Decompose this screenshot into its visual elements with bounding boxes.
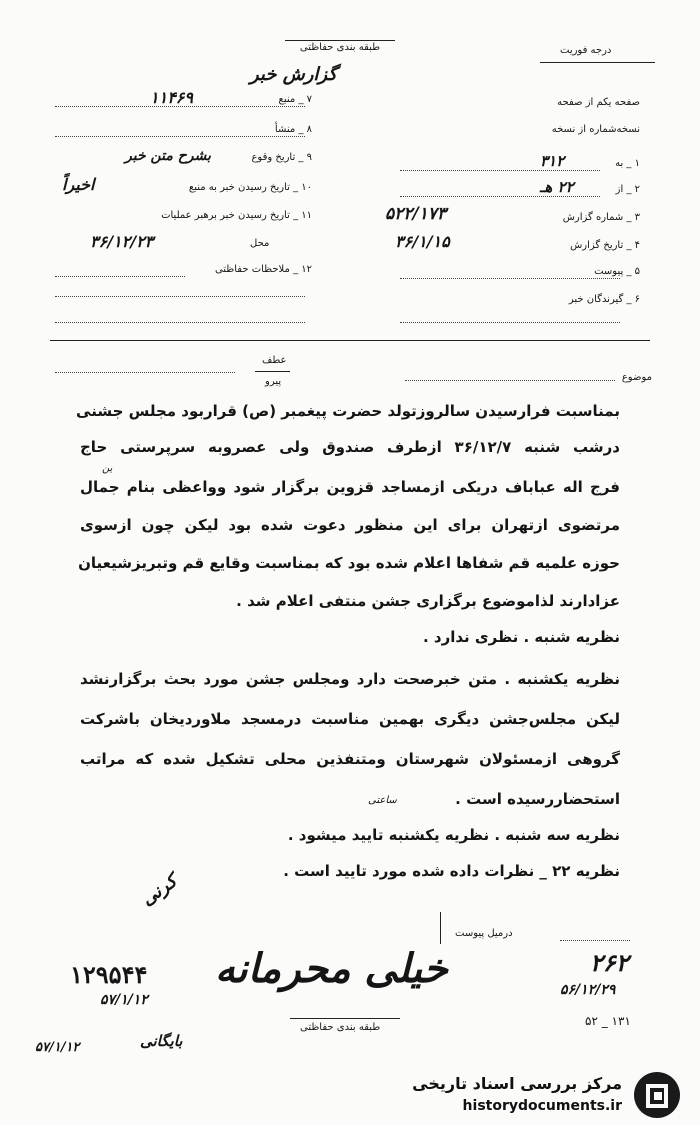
header-divider: [50, 340, 650, 341]
handwritten-date-left: ۵۷/۱/۱۲: [100, 992, 148, 1008]
watermark-logo-icon: [632, 1070, 682, 1120]
watermark-url: historydocuments.ir: [462, 1098, 622, 1114]
body-line-5: حوزه علمیه قم شفاها اعلام شده بود که بمناسبت وقایع قم وتبریزشیعیان: [78, 554, 620, 572]
watermark-persian: مرکز بررسی اسناد تاریخی: [412, 1074, 622, 1093]
security-dots-1: [55, 276, 185, 277]
opinion-tuesday: نظریه سه شنبه . نظریه یکشنبه تایید میشود .: [287, 826, 620, 844]
field-source-label: ۷ _ منبع: [278, 94, 312, 105]
box-note-dots: [560, 940, 630, 941]
footer-code: ۵۲ _ ۱۳۱: [585, 1014, 631, 1028]
body-line-3: فرج اله عباباف دریکی ازمساجد قزوین برگزار شود وواعظی بنام جمال: [80, 478, 620, 496]
bottom-date: ۵۷/۱/۱۲: [35, 1040, 80, 1055]
opinion-22: نظریه ۲۲ _ نظرات داده شده مورد تایید است .: [283, 862, 620, 880]
page-line: صفحه یکم از صفحه: [557, 97, 640, 108]
field-attachment-label: ۵ _ پیوست: [594, 266, 640, 277]
field-place-value: ۳۶/۱۲/۲۳: [90, 232, 154, 251]
urgency-label: درجه فوریت: [560, 45, 612, 56]
security-dots-2: [55, 296, 305, 297]
footer-classification: طبقه بندی حفاظتی: [300, 1022, 381, 1033]
field-arrival-source-value: اخیراً: [62, 175, 95, 194]
stamp-bottom: پیرو: [265, 376, 282, 387]
opinion-sunday-2: لیکن مجلس‌جشن دیگری بهمین مناسبت درمسجد ملاوردیخان باشرکت: [80, 710, 620, 728]
annotation-jamal: ین: [102, 463, 113, 474]
opinion-sunday-4: استحضاررسیده است .: [455, 790, 620, 808]
urgency-underline: [540, 62, 655, 63]
box-note-frame: [440, 912, 442, 944]
field-occurrence-value: بشرح متن خبر: [125, 148, 211, 164]
field-to-label: ۱ _ به: [615, 158, 640, 169]
handwritten-date-right: ۵۶/۱۲/۲۹: [560, 982, 616, 998]
origin-dots: [55, 136, 305, 137]
opinion-sunday-1: نظریه یکشنبه . متن خبرصحت دارد ومجلس جشن مورد بحث برگزارنشد: [80, 670, 620, 688]
subject-dots-left: [55, 372, 235, 373]
bottom-signature: بایگانی: [140, 1032, 183, 1050]
stamp-top: عطف: [262, 355, 287, 366]
handwritten-near-line: ساعتی: [368, 795, 397, 806]
subject-label: موضوع: [621, 372, 652, 383]
classification-top: طبقه بندی حفاظتی: [299, 42, 381, 53]
field-report-number-label: ۳ _ شماره گزارش: [562, 212, 640, 223]
attachment-dots: [400, 278, 620, 279]
body-line-6: عزادارند لذاموضوع برگزاری جشن منتفی اعلام شد .: [236, 592, 620, 610]
field-from-label: ۲ _ از: [615, 184, 640, 195]
body-line-4: مرتضوی ازتهران برای این منظور دعوت شده بود لیکن چون ازسوی: [80, 516, 620, 534]
footer-classification-line: [290, 1018, 400, 1019]
stamp-line: [255, 371, 290, 372]
field-report-date-value: ۳۶/۱/۱۵: [395, 232, 450, 251]
field-to-value: ۳۱۲: [540, 152, 565, 170]
field-place-label: محل: [250, 238, 270, 249]
classification-top-line: [285, 40, 395, 41]
big-confidential-stamp: خیلی محرمانه: [215, 945, 448, 992]
copy-line: نسخه‌شماره از نسخه: [551, 124, 640, 135]
field-origin-label: ۸ _ منشأ: [274, 124, 312, 135]
field-source-value: ۱۱۴۶۹: [150, 88, 193, 107]
box-note: درمیل پیوست: [455, 928, 513, 939]
handwritten-number-right: ۲۶۲: [590, 948, 629, 977]
security-dots-3: [55, 322, 305, 323]
field-occurrence-label: ۹ _ تاریخ وقوع: [251, 152, 312, 163]
field-report-date-label: ۴ _ تاریخ گزارش: [570, 240, 640, 251]
body-line-1: بمناسبت فرارسیدن سالروزتولد حضرت پیغمبر (ص) قراربود مجلس جشنی: [76, 402, 620, 420]
to-dots: [400, 170, 600, 171]
subject-dots: [405, 380, 615, 381]
field-security-notes-label: ۱۲ _ ملاحظات حفاظتی: [214, 264, 312, 275]
body-line-2: درشب شنبه ۳۶/۱۲/۷ ازطرف صندوق ولی عصروبه سرپرستی حاج: [80, 438, 620, 456]
field-arrival-source-label: ۱۰ _ تاریخ رسیدن خبر به منبع: [188, 182, 312, 193]
recipients-dots: [400, 322, 620, 323]
field-recipients-label: ۶ _ گیرندگان خبر: [568, 294, 640, 305]
margin-signature: کرنی: [137, 870, 182, 911]
from-dots: [400, 196, 600, 197]
source-dots: [55, 106, 305, 107]
field-from-value: ۲۲ هـ: [540, 178, 574, 196]
opinion-saturday: نظریه شنبه . نظری ندارد .: [423, 628, 620, 646]
field-arrival-leader-label: ۱۱ _ تاریخ رسیدن خبر برهبر عملیات: [161, 210, 312, 221]
handwritten-number-left: ۱۲۹۵۴۴: [70, 960, 148, 989]
opinion-sunday-3: گروهی ازمسئولان شهرستان ومتنفذین محلی تشکیل شده که مراتب: [80, 750, 620, 768]
field-report-number-value: ۵۲۲/۱۷۳: [385, 204, 446, 224]
report-title: گزارش خبر: [250, 64, 337, 85]
